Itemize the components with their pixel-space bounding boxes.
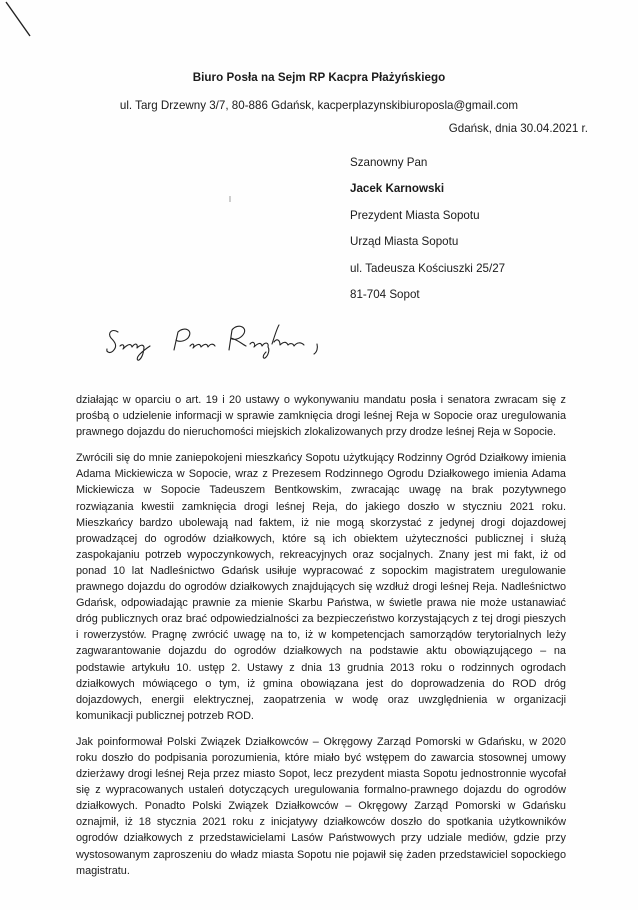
sender-address: ul. Targ Drzewny 3/7, 80-886 Gdańsk, kacperplazynskibiuroposla@gmail.com xyxy=(119,99,519,112)
recipient-office: Urząd Miasta Sopotu xyxy=(350,235,459,249)
recipient-greeting: Szanowny Pan xyxy=(350,156,428,169)
body-paragraph-1: działając w oparciu o art. 19 i 20 ustawy o wykonywaniu mandatu posła i senatora zwracam się z prośbą o udzielenie informacji w sprawie zamknięcia drogi leśnej Reja w Sopocie oraz uregulowania prawnego dojazdu do nieruchomości miejskich zlokalizowanych przy drodze leśnej Reja w Sopocie. xyxy=(76,394,566,439)
sender-header: Biuro Posła na Sejm RP Kacpra Płażyńskiego xyxy=(192,71,446,84)
stray-pen-mark xyxy=(229,196,231,202)
letter-body xyxy=(76,392,566,889)
recipient-city: 81-704 Sopot xyxy=(350,288,420,302)
recipient-block xyxy=(350,150,505,308)
body-paragraph-3: Jak poinformował Polski Związek Działkowców – Okręgowy Zarząd Pomorski w Gdańsku, w 2020 roku doszło do podpisania porozumienia, które miało być wstępem do zawarcia stosownej umowy dzierżawy drogi leśnej Reja przez miasto Sopot, lecz prezydent miasta Sopotu jednostronnie wycofał się z wypracowanych ustaleń dotyczących uregulowania formalno-prawnego dojazdu do ogrodów działkowych. Ponadto Polski Związek Działkowców – Okręgowy Zarząd Pomorski w Gdańsku oznajmił, iż 18 stycznia 2021 roku z inicjatywy działkowców doszło do spotkania użytkowników ogrodów działkowych z przedstawicielami Lasów Państwowych przy udziale mediów, gdzie przy wystosowanym zaproszeniu do władz miasta Sopotu nie pojawił się żaden przedstawiciel sopockiego magistratu. xyxy=(76,735,566,877)
recipient-title: Prezydent Miasta Sopotu xyxy=(350,208,480,222)
pen-stroke-mark xyxy=(0,0,40,40)
letter-date: Gdańsk, dnia 30.04.2021 r. xyxy=(448,122,588,135)
handwritten-salutation xyxy=(104,316,324,362)
recipient-name: Jacek Karnowski xyxy=(350,182,445,196)
body-paragraph-2: Zwrócili się do mnie zaniepokojeni mieszkańcy Sopotu użytkujący Rodzinny Ogród Działkowy imienia Adama Mickiewicza w Sopocie, wraz z Prezesem Rodzinnego Ogrodu Działkowego imienia Adama Mickiewicza w Sopocie Tadeuszem Bentkowskim, zwracając uwagę na brak pozytywnego rozwiązania kwestii zamknięcia drogi leśnej Reja, do jakiego doszło w styczniu 2021 roku. Mieszkańcy bardzo ubolewają nad faktem, iż nie mogą skorzystać z jedynej drogi dojazdowej prowadzącej do ogrodów działkowych, które są ich obiektem użyteczności publicznej i służą zaspokajaniu potrzeb wypoczynkowych, rekreacyjnych oraz socjalnych. Znany jest mi fakt, iż od ponad 10 lat Nadleśnictwo Gdańsk usiłuje wypracować z sopockim magistratem uregulowanie prawnego dojazdu do ogrodów działkowych znajdujących się wzdłuż drogi leśnej Reja. Nadleśnictwo Gdańsk, odpowiadając prawnie za mienie Skarbu Państwa, w świetle prawa nie może ustanawiać dróg publicznych oraz brać odpowiedzialności za bezpieczeństwo korzystających z tej drogi pieszych i rowerzystów. Pragnę zwrócić uwagę na to, iż w kompetencjach samorządów terytorialnych leży zagwarantowanie dojazdu do ogrodów działkowych na podstawie aktu obowiązującego – na podstawie artykułu 10. ustęp 2. Ustawy z dnia 13 grudnia 2013 roku o rodzinnych ogrodach działkowych mówiącego o tym, iż gmina obowiązana jest do doprowadzenia do ROD dróg dojazdowych, energii elektrycznej, zaopatrzenia w wodę oraz uwzględnienia w organizacji komunikacji publicznej potrzeb ROD. xyxy=(76,452,566,722)
recipient-street: ul. Tadeusza Kościuszki 25/27 xyxy=(350,261,506,275)
